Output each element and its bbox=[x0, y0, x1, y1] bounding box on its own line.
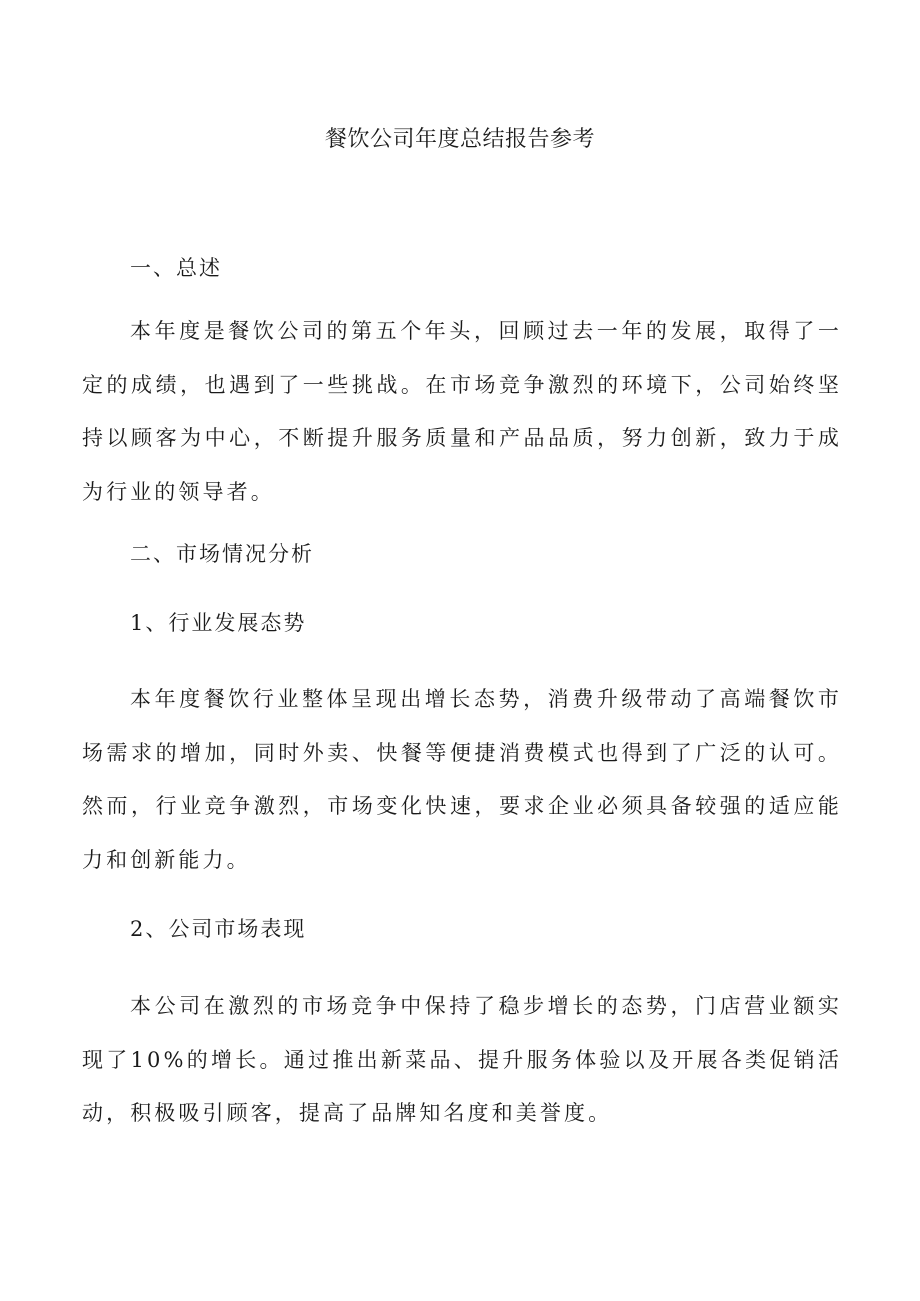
subsection-heading-company-performance: 2、公司市场表现 bbox=[130, 917, 307, 941]
paragraph-overview: 本年度是餐饮公司的第五个年头，回顾过去一年的发展，取得了一定的成绩，也遇到了一些挑战。在市场竞争激烈的环境下，公司始终坚持以顾客为中心，不断提升服务质量和产品品质，努力创新，致力于成为行业的领导者。 bbox=[82, 319, 842, 504]
paragraph-company-performance: 本公司在激烈的市场竞争中保持了稳步增长的态势，门店营业额实现了10%的增长。通过推出新菜品、提升服务体验以及开展各类促销活动，积极吸引顾客，提高了品牌知名度和美誉度。 bbox=[82, 994, 842, 1125]
section-heading-market-analysis: 二、市场情况分析 bbox=[130, 542, 314, 566]
document-title: 餐饮公司年度总结报告参考 bbox=[324, 127, 595, 152]
section-heading-overview: 一、总述 bbox=[130, 256, 222, 280]
paragraph-industry-trend: 本年度餐饮行业整体呈现出增长态势，消费升级带动了高端餐饮市场需求的增加，同时外卖、快餐等便捷消费模式也得到了广泛的认可。然而，行业竞争激烈，市场变化快速，要求企业必须具备较强的适应能力和创新能力。 bbox=[82, 687, 842, 872]
subsection-heading-industry-trend: 1、行业发展态势 bbox=[130, 611, 307, 635]
